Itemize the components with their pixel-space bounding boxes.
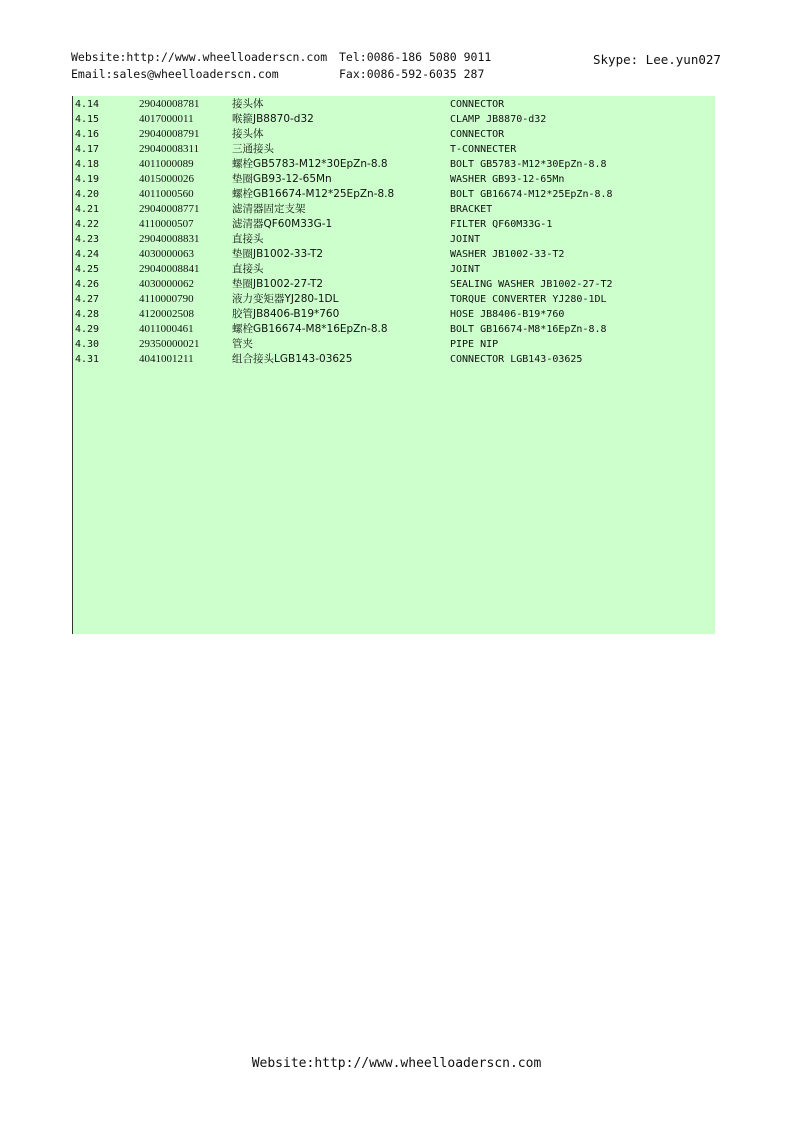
table-row <box>73 142 715 157</box>
part-name-english: WASHER JB1002-33-T2 <box>450 249 565 260</box>
item-number: 4.29 <box>75 324 100 335</box>
part-name-chinese: 垫圈JB1002-27-T2 <box>232 278 324 290</box>
part-name-chinese: 组合接头LGB143-03625 <box>232 353 353 365</box>
item-number: 4.24 <box>75 249 100 260</box>
header-skype: Skype: Lee.yun027 <box>593 52 721 67</box>
table-row <box>73 247 715 262</box>
part-name-chinese: 螺栓GB5783-M12*30EpZn-8.8 <box>232 158 388 170</box>
item-number: 4.22 <box>75 219 100 230</box>
part-name-chinese: 螺栓GB16674-M12*25EpZn-8.8 <box>232 188 395 200</box>
part-name-english: BOLT GB16674-M12*25EpZn-8.8 <box>450 189 613 200</box>
part-code: 4030000063 <box>139 248 194 260</box>
part-name-english: T-CONNECTER <box>450 144 517 155</box>
part-code: 29040008791 <box>139 128 200 140</box>
part-code: 29350000021 <box>139 338 200 350</box>
part-name-english: CLAMP JB8870-d32 <box>450 114 547 125</box>
header-fax: Fax:0086-592-6035 287 <box>339 67 485 81</box>
part-code: 29040008841 <box>139 263 200 275</box>
header-email: Email:sales@wheelloaderscn.com <box>71 67 279 81</box>
item-number: 4.25 <box>75 264 100 275</box>
part-name-chinese: 喉箍JB8870-d32 <box>232 113 314 125</box>
part-name-chinese: 胶管JB8406-B19*760 <box>232 308 340 320</box>
part-code: 4110000790 <box>139 293 194 305</box>
part-name-english: CONNECTOR <box>450 99 505 110</box>
part-name-chinese: 管夹 <box>232 338 253 350</box>
table-row <box>73 277 715 292</box>
item-number: 4.30 <box>75 339 100 350</box>
part-name-english: BOLT GB16674-M8*16EpZn-8.8 <box>450 324 607 335</box>
part-name-chinese: 液力变矩器YJ280-1DL <box>232 293 339 305</box>
item-number: 4.31 <box>75 354 100 365</box>
part-code: 4110000507 <box>139 218 194 230</box>
table-row <box>73 307 715 322</box>
part-name-english: TORQUE CONVERTER YJ280-1DL <box>450 294 607 305</box>
item-number: 4.18 <box>75 159 100 170</box>
table-row <box>73 97 715 112</box>
part-name-english: SEALING WASHER JB1002-27-T2 <box>450 279 613 290</box>
item-number: 4.19 <box>75 174 100 185</box>
part-name-english: BRACKET <box>450 204 493 215</box>
item-number: 4.26 <box>75 279 100 290</box>
item-number: 4.28 <box>75 309 100 320</box>
part-code: 29040008771 <box>139 203 200 215</box>
footer-website: Website:http://www.wheelloaderscn.com <box>251 1056 542 1071</box>
table-row <box>73 172 715 187</box>
part-name-english: WASHER GB93-12-65Mn <box>450 174 565 185</box>
part-code: 4011000089 <box>139 158 194 170</box>
part-name-chinese: 螺栓GB16674-M8*16EpZn-8.8 <box>232 323 388 335</box>
part-name-english: HOSE JB8406-B19*760 <box>450 309 565 320</box>
part-code: 4030000062 <box>139 278 194 290</box>
table-row <box>73 217 715 232</box>
part-name-chinese: 滤清器固定支架 <box>232 203 306 215</box>
part-code: 29040008831 <box>139 233 200 245</box>
part-code: 4011000560 <box>139 188 194 200</box>
part-code: 4015000026 <box>139 173 194 185</box>
table-row <box>73 337 715 352</box>
part-code: 29040008311 <box>139 143 200 155</box>
part-code: 29040008781 <box>139 98 200 110</box>
part-name-english: CONNECTOR LGB143-03625 <box>450 354 583 365</box>
part-code: 4041001211 <box>139 353 194 365</box>
header-contact-left <box>71 49 327 83</box>
item-number: 4.14 <box>75 99 100 110</box>
part-code: 4011000461 <box>139 323 194 335</box>
item-number: 4.15 <box>75 114 100 125</box>
table-row <box>73 202 715 217</box>
part-name-chinese: 滤清器QF60M33G-1 <box>232 218 333 230</box>
header-website: Website:http://www.wheelloaderscn.com <box>71 50 328 64</box>
item-number: 4.20 <box>75 189 100 200</box>
table-row <box>73 157 715 172</box>
item-number: 4.23 <box>75 234 100 245</box>
part-code: 4017000011 <box>139 113 194 125</box>
part-name-english: JOINT <box>450 264 481 275</box>
table-row <box>73 187 715 202</box>
part-name-chinese: 直接头 <box>232 263 264 275</box>
item-number: 4.17 <box>75 144 100 155</box>
part-name-english: BOLT GB5783-M12*30EpZn-8.8 <box>450 159 607 170</box>
part-name-chinese: 直接头 <box>232 233 264 245</box>
header-tel: Tel:0086-186 5080 9011 <box>339 50 492 64</box>
part-name-english: FILTER QF60M33G-1 <box>450 219 553 230</box>
item-number: 4.16 <box>75 129 100 140</box>
item-number: 4.27 <box>75 294 100 305</box>
table-row <box>73 127 715 142</box>
part-code: 4120002508 <box>139 308 194 320</box>
table-row <box>73 262 715 277</box>
table-row <box>73 232 715 247</box>
part-name-chinese: 三通接头 <box>232 143 274 155</box>
table-row <box>73 292 715 307</box>
table-row <box>73 112 715 127</box>
part-name-english: CONNECTOR <box>450 129 505 140</box>
table-row <box>73 352 715 367</box>
part-name-chinese: 垫圈GB93-12-65Mn <box>232 173 332 185</box>
part-name-english: JOINT <box>450 234 481 245</box>
part-name-chinese: 垫圈JB1002-33-T2 <box>232 248 324 260</box>
header-contact-right <box>593 51 721 68</box>
part-name-chinese: 接头体 <box>232 128 264 140</box>
part-name-chinese: 接头体 <box>232 98 264 110</box>
parts-table <box>72 96 715 634</box>
part-name-english: PIPE NIP <box>450 339 499 350</box>
header-contact-middle <box>339 49 491 83</box>
item-number: 4.21 <box>75 204 100 215</box>
table-row <box>73 322 715 337</box>
